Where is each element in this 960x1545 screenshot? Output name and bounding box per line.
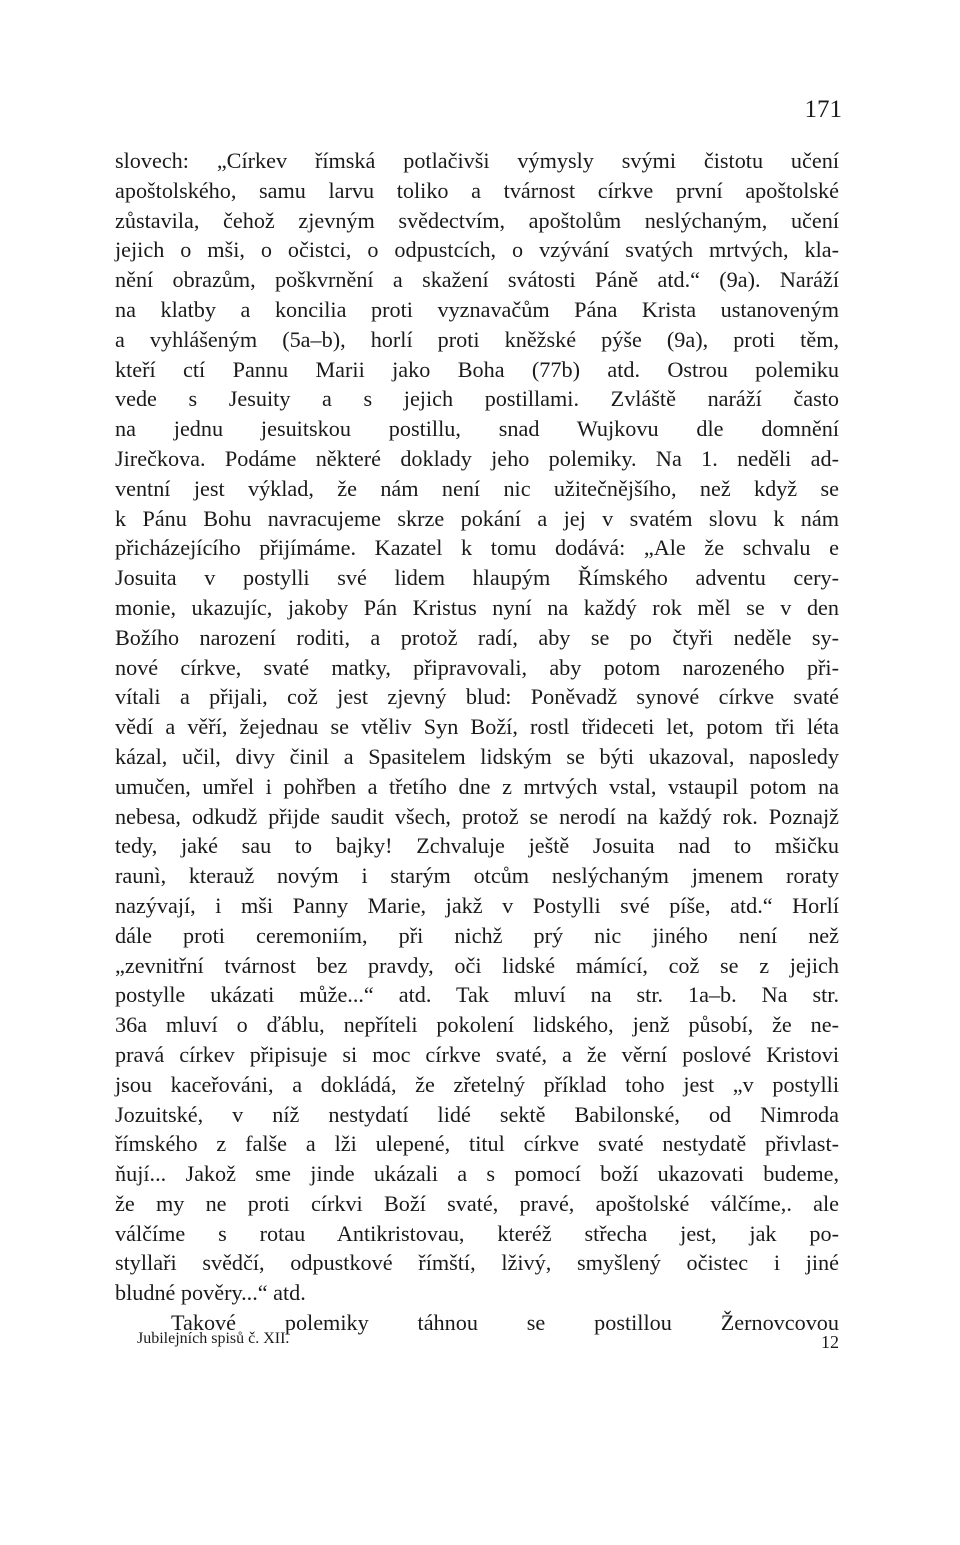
- text-line: dále proti ceremoniím, při nichž prý nic jiného není než: [115, 922, 839, 948]
- text-line: na jednu jesuitskou postillu, snad Wujkovu dle domnění: [115, 416, 839, 442]
- text-line: Božího narození roditi, a protož radí, aby se po čtyři neděle sy-: [115, 624, 839, 650]
- text-line: tedy, jaké sau to bajky! Zchvaluje ještě Josuita nad to mšičku: [115, 833, 839, 859]
- text-line: umučen, umřel i pohřben a třetího dne z mrtvých vstal, vstaupil potom na: [115, 773, 839, 799]
- text-line: Jirečkova. Podáme některé doklady jeho polemiky. Na 1. neděli ad-: [115, 445, 839, 471]
- text-line: Josuita v postylli své lidem hlaupým Římského adventu cery-: [115, 565, 839, 591]
- text-line: vítali a přijali, což jest zjevný blud: Poněvadž synové církve svaté: [115, 684, 839, 710]
- text-line: slovech: „Církev římská potlačivši výmysly svými čistotu učení: [115, 148, 839, 173]
- text-line: římského z falše a lži ulepené, titul církve svaté nestydatě přivlast-: [115, 1131, 839, 1157]
- text-line: pravá církev připisuje si moc církve svaté, a že věrní poslové Kristovi: [115, 1041, 839, 1067]
- signature-note: Jubilejních spisů č. XII.: [137, 1330, 290, 1347]
- text-line: Jozuitské, v níž nestydatí lidé sektě Babilonské, od Nimroda: [115, 1101, 839, 1127]
- text-line: kteří ctí Pannu Marii jako Boha (77b) atd. Ostrou polemiku: [115, 356, 839, 382]
- text-line: apoštolského, samu larvu toliko a tvárnost církve první apoštolské: [115, 177, 839, 203]
- page-number: 171: [804, 96, 842, 123]
- text-line: nění obrazům, poškvrnění a skažení svátosti Páně atd.“ (9a). Naráží: [115, 267, 839, 293]
- text-line: postylle ukázati může...“ atd. Tak mluví na str. 1a–b. Na str.: [115, 982, 839, 1008]
- text-line: válčíme s rotau Antikristovau, kteréž střecha jest, jak po-: [115, 1220, 839, 1246]
- text-line: bludné pověry...“ atd.: [115, 1280, 306, 1306]
- text-line: 36a mluví o ďáblu, nepříteli pokolení lidského, jenž působí, že ne-: [115, 1012, 839, 1038]
- text-line: vede s Jesuity a s jejich postillami. Zvláště naráží často: [115, 386, 839, 412]
- text-line: nebesa, odkudž přijde saudit všech, protož se nerodí na každý rok. Poznajž: [115, 803, 839, 829]
- text-line: jejich o mši, o očistci, o odpustcích, o vzývání svatých mrtvých, kla-: [115, 237, 839, 263]
- text-line: a vyhlášeným (5a–b), horlí proti kněžské pýše (9a), proti těm,: [115, 326, 839, 352]
- text-line: že my ne proti církvi Boží svaté, pravé, apoštolské válčíme,. ale: [115, 1190, 839, 1216]
- text-line: ňují... Jakož sme jinde ukázali a s pomocí boží ukazovati budeme,: [115, 1161, 839, 1187]
- text-line: Takové polemiky táhnou se postillou Žernovcovou: [171, 1310, 839, 1336]
- text-line: zůstavila, čehož zjevným svědectvím, apoštolům neslýchaným, učení: [115, 207, 839, 233]
- body-text: [115, 146, 839, 1338]
- page-footer: [115, 1330, 839, 1360]
- text-line: raunì, kterauž novým i starým otcům neslýchaným jmenem roraty: [115, 863, 839, 889]
- text-line: „zevnitřní tvárnost bez pravdy, oči lidské mámící, což se z jejich: [115, 952, 839, 978]
- text-line: nové církve, svaté matky, připravovali, aby potom narozeného při-: [115, 654, 839, 680]
- text-line: k Pánu Bohu navracujeme skrze pokání a jej v svatém slovu k nám: [115, 505, 839, 531]
- sheet-number: 12: [821, 1332, 839, 1352]
- text-line: ventní jest výklad, že nám není nic užitečnějšího, než když se: [115, 475, 839, 501]
- text-line: vědí a věří, žejednau se vtěliv Syn Boží, rostl třideceti let, potom tři léta: [115, 714, 839, 740]
- text-line: přicházejícího přijímáme. Kazatel k tomu dodává: „Ale že schvalu e: [115, 535, 839, 561]
- text-line: styllaři svědčí, odpustkové římští, lživý, smyšlený očistec i jiné: [115, 1250, 839, 1276]
- text-line: nazývají, i mši Panny Marie, jakž v Postylli své píše, atd.“ Horlí: [115, 892, 839, 918]
- text-line: kázal, učil, divy činil a Spasitelem lidským se býti ukazoval, naposledy: [115, 743, 839, 769]
- text-line: na klatby a koncilia proti vyznavačům Pána Krista ustanoveným: [115, 296, 839, 322]
- text-line: monie, ukazujíc, jakoby Pán Kristus nyní na každý rok měl se v den: [115, 594, 839, 620]
- text-line: jsou kaceřováni, a dokládá, že zřetelný příklad toho jest „v postylli: [115, 1071, 839, 1097]
